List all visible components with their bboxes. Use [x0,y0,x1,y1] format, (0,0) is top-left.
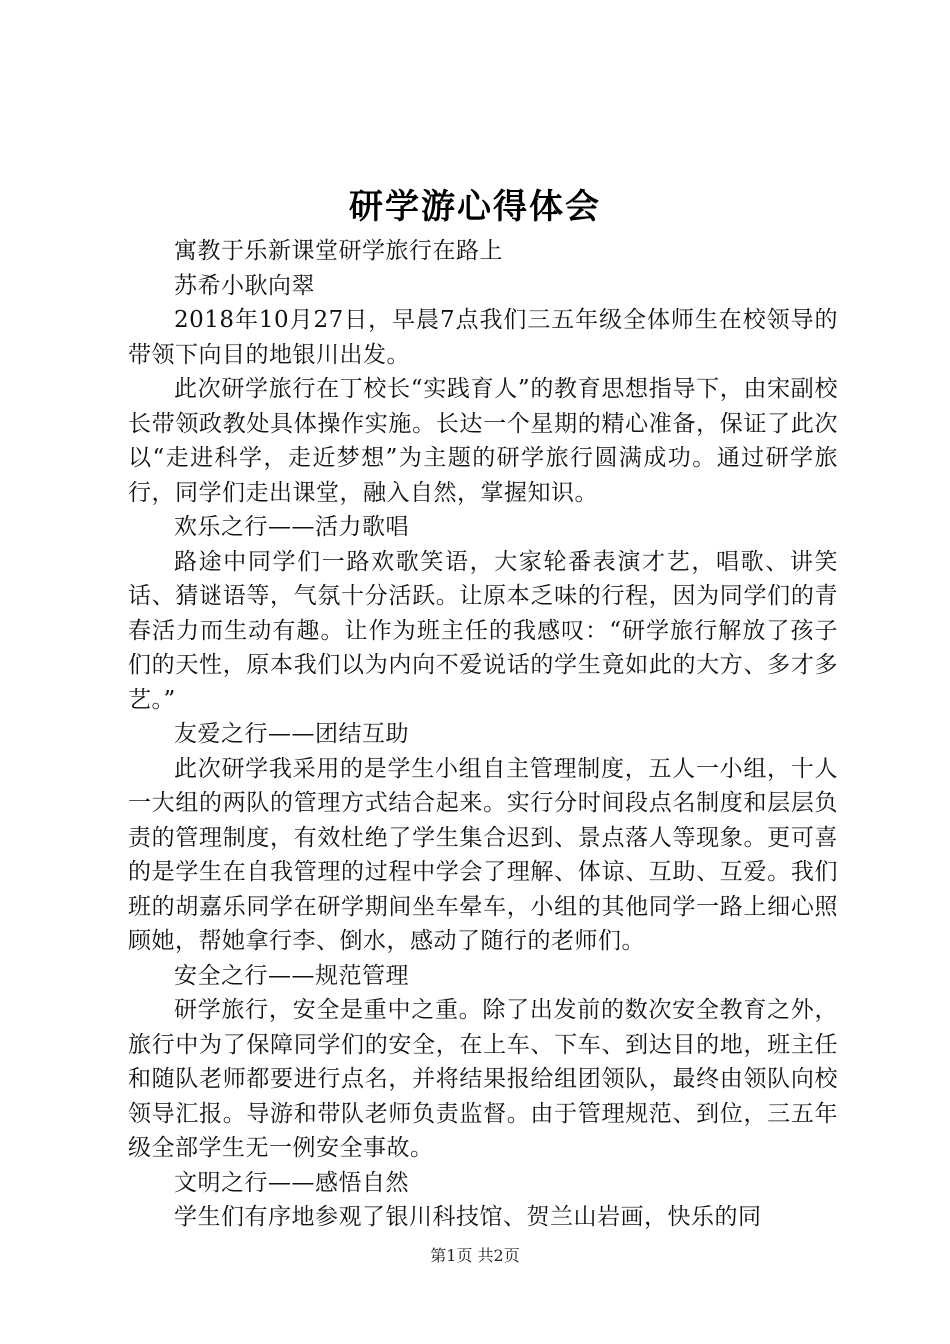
section-heading: 文明之行——感悟自然 [174,1169,409,1196]
author-line: 苏希小耿向翠 [174,272,315,299]
section-heading: 欢乐之行——活力歌唱 [174,514,409,540]
body-paragraph: 学生们有序地参观了银川科技馆、贺兰山岩画，快乐的同 [174,1204,762,1230]
body-paragraph: 此次研学旅行在丁校长“实践育人”的教育思想指导下，由宋副校长带领政教处具体操作实施。长达一个星期的精心准备，保证了此次以“走进科学，走近梦想”为主题的研学旅行圆满成功。通过研学旅行，同学们走出课堂，融入自然，掌握知识。 [128,376,838,506]
page-footer: 第1页 共2页 [430,1246,520,1265]
document-title: 研学游心得体会 [349,187,601,227]
body-paragraph: 路途中同学们一路欢歌笑语，大家轮番表演才艺，唱歌、讲笑话、猜谜语等，气氛十分活跃。让原本乏味的行程，因为同学们的青春活力而生动有趣。让作为班主任的我感叹：“研学旅行解放了孩子们的天性，原本我们以为内向不爱说话的学生竟如此的大方、多才多艺。” [128,548,838,713]
section-heading: 安全之行——规范管理 [174,962,409,989]
document-body [128,234,838,1235]
section-heading: 友爱之行——团结互助 [174,721,409,747]
body-paragraph: 2018年10月27日，早晨7点我们三五年级全体师生在校领导的带领下向目的地银川出发。 [128,307,838,368]
body-paragraph: 此次研学我采用的是学生小组自主管理制度，五人一小组，十人一大组的两队的管理方式结合起来。实行分时间段点名制度和层层负责的管理制度，有效杜绝了学生集合迟到、景点落人等现象。更可喜的是学生在自我管理的过程中学会了理解、体谅、互助、互爱。我们班的胡嘉乐同学在研学期间坐车晕车，小组的其他同学一路上细心照顾她，帮她拿行李、倒水，感动了随行的老师们。 [128,755,838,954]
body-paragraph: 研学旅行，安全是重中之重。除了出发前的数次安全教育之外，旅行中为了保障同学们的安全，在上车、下车、到达目的地，班主任和随队老师都要进行点名，并将结果报给组团领队，最终由领队向校领导汇报。导游和带队老师负责监督。由于管理规范、到位，三五年级全部学生无一例安全事故。 [128,997,838,1161]
subtitle-paragraph: 寓教于乐新课堂研学旅行在路上 [174,238,503,264]
